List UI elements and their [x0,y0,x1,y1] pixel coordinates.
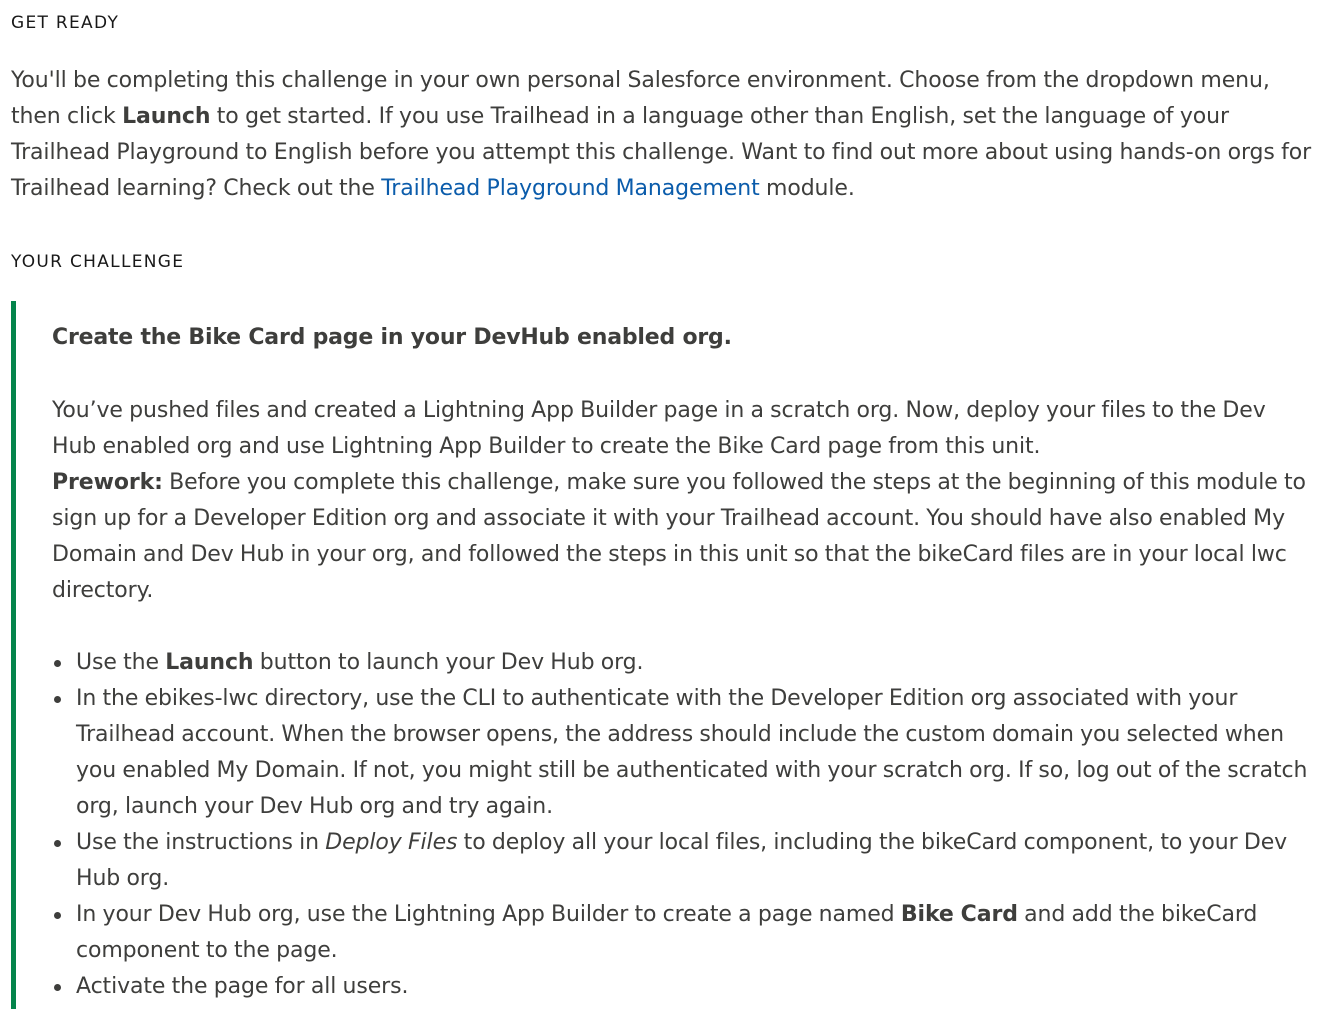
your-challenge-heading: YOUR CHALLENGE [11,252,185,272]
step-text: button to launch your Dev Hub org. [253,650,644,675]
step-text: and add the bikeCard component to the page. [76,902,1258,963]
get-ready-text-part3: module. [759,176,855,201]
step-italic-text: Deploy Files [325,830,458,855]
step-text: In your Dev Hub org, use the Lightning App Builder to create a page named [76,902,901,927]
launch-bold-text: Launch [122,104,211,129]
list-item [76,969,1311,1005]
step-text: In the ebikes-lwc directory, use the CLI to authenticate with the Developer Edition org associated with your Trailhead account. When the browser opens, the address should include the custom domain you selected when you enabled My Domain. If not, you might still be authenticated with your scratch org. If so, log out of the scratch org, launch your Dev Hub org and try again. [76,686,1308,819]
list-item [76,645,1311,681]
trailhead-playground-management-link[interactable]: Trailhead Playground Management [381,176,760,201]
step-text: to deploy all your local files, including the bikeCard component, to your Dev Hub org. [76,830,1288,891]
challenge-callout [11,301,1321,1009]
challenge-description [52,393,1311,609]
challenge-steps-list [52,645,1311,1005]
challenge-title: Create the Bike Card page in your DevHub enabled org. [52,325,732,350]
get-ready-heading: GET READY [11,13,120,33]
get-ready-text-part1: You'll be completing this challenge in your own personal Salesforce environment. Choose from the dropdown menu, then click [11,68,1270,129]
step-text: Use the [76,650,166,675]
challenge-intro-text: You’ve pushed files and created a Lightning App Builder page in a scratch org. Now, deploy your files to the Dev Hub enabled org and use Lightning App Builder to create the Bike Card page from this unit. [52,398,1266,459]
step-bold-text: Bike Card [900,902,1018,927]
get-ready-text-part2: to get started. If you use Trailhead in a language other than English, set the language of your Trailhead Playground to English before you attempt this challenge. Want to find out more about using hands-on orgs for Trailhead learning? Check out the [11,104,1312,201]
list-item [76,897,1311,969]
get-ready-instructions [11,63,1313,207]
step-bold-text: Launch [165,650,254,675]
get-ready-section [11,12,1333,207]
step-text: Use the instructions in [76,830,326,855]
list-item [76,681,1311,825]
prework-label: Prework: [52,470,163,495]
list-item [76,825,1311,897]
prework-text: Before you complete this challenge, make sure you followed the steps at the beginning of this module to sign up for a Developer Edition org and associate it with your Trailhead account. You should have also enabled My Domain and Dev Hub in your org, and followed the steps in this unit so that the bikeCard files are in your local lwc directory. [52,470,1306,603]
step-text: Activate the page for all users. [76,974,409,999]
